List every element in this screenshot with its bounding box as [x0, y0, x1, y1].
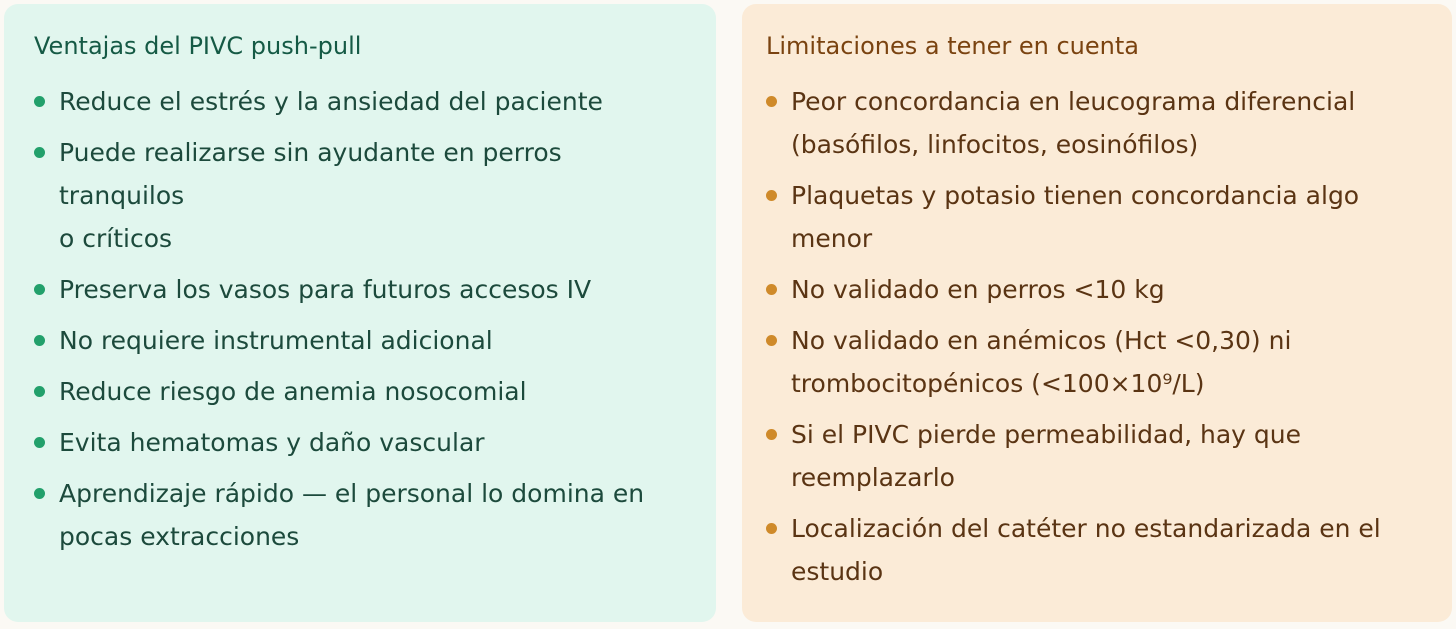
list-item: [766, 319, 1426, 405]
bullet-icon: [34, 96, 45, 107]
bullet-icon: [34, 386, 45, 397]
list-item-text: Localización del catéter no estandarizada en el estudio: [791, 514, 1381, 586]
bullet-icon: [34, 284, 45, 295]
advantages-title: Ventajas del PIVC push-pull: [34, 32, 362, 60]
list-item: [34, 268, 690, 311]
advantages-card: [4, 4, 716, 622]
bullet-icon: [34, 335, 45, 346]
list-item: [34, 80, 690, 123]
bullet-icon: [766, 523, 777, 534]
list-item-text: Preserva los vasos para futuros accesos IV: [59, 275, 592, 304]
list-item-text: Evita hematomas y daño vascular: [59, 428, 485, 457]
list-item-text: No validado en perros <10 kg: [791, 275, 1165, 304]
limitations-list: [766, 80, 1426, 593]
bullet-icon: [766, 335, 777, 346]
list-item-text: No requiere instrumental adicional: [59, 326, 493, 355]
list-item: [34, 319, 690, 362]
list-item: [34, 421, 690, 464]
list-item-text: Puede realizarse sin ayudante en perros tranquilos o críticos: [59, 138, 562, 253]
advantages-list: [34, 80, 690, 558]
list-item: [766, 80, 1426, 166]
limitations-card: [742, 4, 1452, 622]
list-item-text: Si el PIVC pierde permeabilidad, hay que reemplazarlo: [791, 420, 1302, 492]
list-item: [34, 472, 690, 558]
bullet-icon: [34, 437, 45, 448]
bullet-icon: [34, 488, 45, 499]
list-item-text: Plaquetas y potasio tienen concordancia algo menor: [791, 181, 1360, 253]
bullet-icon: [766, 96, 777, 107]
list-item: [766, 413, 1426, 499]
list-item-text: No validado en anémicos (Hct <0,30) ni trombocitopénicos (<100×10⁹/L): [791, 326, 1292, 398]
list-item: [766, 268, 1426, 311]
bullet-icon: [766, 284, 777, 295]
limitations-title: Limitaciones a tener en cuenta: [766, 32, 1139, 60]
list-item-text: Aprendizaje rápido — el personal lo domina en pocas extracciones: [59, 479, 645, 551]
list-item: [34, 131, 690, 260]
bullet-icon: [766, 190, 777, 201]
bullet-icon: [766, 429, 777, 440]
list-item-text: Reduce el estrés y la ansiedad del paciente: [59, 87, 603, 116]
list-item-text: Reduce riesgo de anemia nosocomial: [59, 377, 527, 406]
bullet-icon: [34, 147, 45, 158]
list-item: [34, 370, 690, 413]
list-item: [766, 507, 1426, 593]
list-item-text: Peor concordancia en leucograma diferencial (basófilos, linfocitos, eosinófilos): [791, 87, 1356, 159]
list-item: [766, 174, 1426, 260]
